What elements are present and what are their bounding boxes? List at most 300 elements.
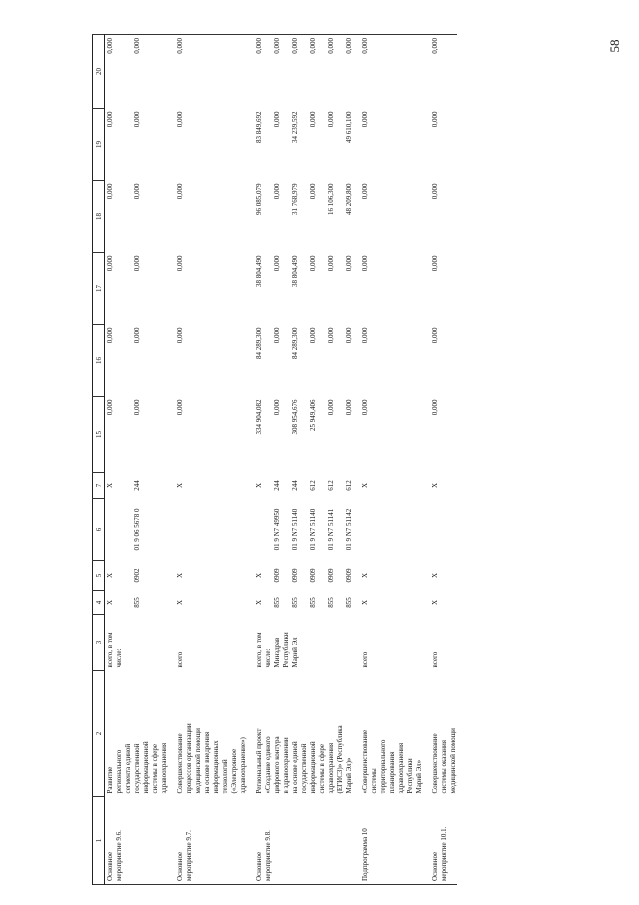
table-cell: 0909 — [327, 568, 335, 583]
table-cell — [439, 35, 448, 109]
table-row — [159, 35, 168, 885]
table-row — [123, 35, 132, 885]
table-body — [105, 35, 458, 885]
table-cell — [150, 253, 159, 325]
table-cell — [211, 109, 220, 181]
table-cell — [114, 499, 123, 561]
table-cell — [238, 797, 247, 885]
table-cell: 334 904,082 — [255, 399, 263, 435]
table-cell — [405, 397, 414, 473]
table-cell — [229, 499, 238, 561]
table-cell: 244 — [133, 480, 141, 491]
table-cell — [168, 671, 175, 797]
table-cell — [299, 35, 308, 109]
table-row — [211, 35, 220, 885]
table-row — [202, 35, 211, 885]
table-cell — [414, 109, 423, 181]
table-cell — [299, 109, 308, 181]
table-cell: 0,000 — [361, 399, 369, 416]
table-cell: 0,000 — [327, 327, 335, 344]
table-cell: Х — [361, 599, 369, 606]
table-cell — [317, 615, 326, 671]
table-row — [150, 35, 159, 885]
table-row — [114, 35, 123, 885]
table-row — [439, 35, 448, 885]
table-cell — [439, 591, 448, 615]
table-cell: 01 9 N7 51142 — [345, 508, 353, 551]
table-cell — [141, 109, 150, 181]
table-cell — [168, 591, 175, 615]
table-cell — [114, 35, 123, 109]
table-cell: Х — [431, 572, 439, 579]
table-cell — [263, 181, 272, 253]
table-cell: числе: — [264, 648, 272, 668]
table-cell — [114, 181, 123, 253]
table-cell: Х — [361, 482, 369, 489]
table-cell: 0,000 — [176, 327, 184, 344]
header-row — [93, 35, 105, 885]
table-cell — [344, 797, 353, 885]
table-cell — [281, 561, 290, 591]
table-cell — [317, 797, 326, 885]
table-cell — [114, 591, 123, 615]
table-cell — [387, 473, 396, 499]
table-cell — [448, 253, 457, 325]
table-cell: 0,000 — [176, 399, 184, 416]
column-header: 16 — [93, 325, 105, 397]
table-cell: 0,000 — [133, 399, 141, 416]
table-cell: 0,000 — [176, 111, 184, 128]
table-cell — [150, 35, 159, 109]
table-cell: 0,000 — [133, 255, 141, 272]
table-cell — [369, 35, 378, 109]
table-cell — [414, 397, 423, 473]
table-cell — [123, 253, 132, 325]
table-cell — [123, 397, 132, 473]
table-cell — [378, 397, 387, 473]
table-cell — [369, 397, 378, 473]
table-cell — [335, 797, 344, 885]
table-cell — [141, 473, 150, 499]
table-cell — [184, 35, 193, 109]
table-cell — [378, 591, 387, 615]
table-cell: Х — [431, 482, 439, 489]
table-cell: 0,000 — [105, 35, 115, 109]
table-cell: Х — [176, 572, 184, 579]
table-cell — [299, 473, 308, 499]
table-cell — [263, 35, 272, 109]
table-cell: 0,000 — [132, 35, 141, 109]
table-cell — [202, 591, 211, 615]
table-cell — [448, 615, 457, 671]
table-cell: 0,000 — [106, 183, 114, 200]
table-cell: Х — [255, 599, 263, 606]
table-cell — [414, 797, 423, 885]
table-cell: 49 610,100 — [345, 111, 353, 143]
table-cell — [123, 181, 132, 253]
table-cell: 0,000 — [309, 327, 317, 344]
table-cell: 0,000 — [431, 255, 439, 272]
table-cell — [423, 181, 430, 253]
table-cell — [184, 561, 193, 591]
column-header: 18 — [93, 181, 105, 253]
table-cell: планирования — [388, 751, 396, 794]
table-cell: 34 239,592 — [291, 111, 299, 143]
table-cell — [281, 397, 290, 473]
table-cell — [448, 499, 457, 561]
column-header: 5 — [93, 561, 105, 591]
table-row — [141, 35, 150, 885]
table-cell — [439, 253, 448, 325]
table-cell: 855 — [273, 597, 281, 608]
table-cell — [405, 325, 414, 397]
table-cell — [229, 253, 238, 325]
table-cell — [220, 499, 229, 561]
table-cell — [439, 499, 448, 561]
table-cell — [229, 561, 238, 591]
table-cell — [220, 591, 229, 615]
table-cell: мероприятие 9.7. — [184, 797, 193, 885]
table-cell: 0,000 — [254, 35, 263, 109]
table-cell — [281, 253, 290, 325]
table-cell — [220, 35, 229, 109]
table-cell — [387, 35, 396, 109]
table-cell: всего, в том — [255, 632, 263, 668]
table-cell — [439, 615, 448, 671]
table-cell — [175, 499, 184, 561]
rotated-table-wrapper — [92, 35, 632, 885]
table-row — [254, 35, 263, 885]
table-cell — [396, 181, 405, 253]
table-cell: 01 9 06 5678 0 — [133, 508, 141, 551]
table-cell — [211, 181, 220, 253]
table-cell: 0,000 — [309, 255, 317, 272]
table-cell — [159, 797, 168, 885]
table-row — [247, 35, 254, 885]
column-header: 20 — [93, 35, 105, 109]
table-cell — [299, 561, 308, 591]
table-cell: 0,000 — [133, 327, 141, 344]
table-cell — [387, 253, 396, 325]
table-cell: 0902 — [133, 568, 141, 583]
table-cell — [281, 109, 290, 181]
table-cell — [247, 615, 254, 671]
table-row — [423, 35, 430, 885]
table-row — [193, 35, 202, 885]
column-header: 3 — [93, 615, 105, 671]
table-cell — [141, 181, 150, 253]
table-cell — [387, 499, 396, 561]
table-cell — [229, 325, 238, 397]
table-cell — [184, 499, 193, 561]
table-cell — [369, 253, 378, 325]
table-cell: («Электронное — [230, 748, 238, 794]
table-cell: Х — [176, 599, 184, 606]
table-cell — [378, 561, 387, 591]
table-cell — [369, 591, 378, 615]
table-cell — [141, 499, 150, 561]
table-cell: 96 085,079 — [255, 183, 263, 215]
table-cell — [335, 499, 344, 561]
table-cell: 855 — [345, 597, 353, 608]
table-cell — [159, 615, 168, 671]
table-cell: мероприятие 9.8. — [263, 797, 272, 885]
table-cell — [193, 397, 202, 473]
table-cell: 84 289,300 — [255, 327, 263, 359]
table-cell — [299, 325, 308, 397]
table-cell — [150, 325, 159, 397]
table-cell: Развитие — [106, 766, 114, 794]
table-cell — [378, 325, 387, 397]
table-cell — [263, 325, 272, 397]
table-cell — [150, 109, 159, 181]
table-cell — [430, 499, 439, 561]
table-cell — [150, 181, 159, 253]
table-cell — [353, 397, 360, 473]
table-cell — [123, 473, 132, 499]
table-cell — [247, 561, 254, 591]
table-cell — [308, 615, 317, 671]
table-cell — [317, 591, 326, 615]
table-row — [353, 35, 360, 885]
table-row — [360, 35, 369, 885]
table-cell — [423, 397, 430, 473]
table-cell — [238, 499, 247, 561]
table-cell — [247, 797, 254, 885]
table-cell — [378, 253, 387, 325]
table-cell: 0,000 — [345, 255, 353, 272]
table-cell — [396, 473, 405, 499]
table-row — [132, 35, 141, 885]
table-cell — [335, 325, 344, 397]
table-cell — [396, 591, 405, 615]
table-cell — [387, 109, 396, 181]
table-row — [184, 35, 193, 885]
table-cell — [378, 181, 387, 253]
table-cell — [317, 397, 326, 473]
table-row — [308, 35, 317, 885]
table-cell — [123, 561, 132, 591]
table-cell — [141, 325, 150, 397]
table-cell: 0,000 — [345, 327, 353, 344]
table-cell — [448, 561, 457, 591]
table-cell: информационной — [142, 741, 150, 794]
table-cell: 0909 — [291, 568, 299, 583]
table-cell: Х — [255, 482, 263, 489]
table-cell — [335, 473, 344, 499]
table-cell — [193, 561, 202, 591]
table-cell: Х — [176, 482, 184, 489]
table-cell — [335, 109, 344, 181]
table-cell — [159, 499, 168, 561]
table-cell — [211, 473, 220, 499]
table-cell: 0,000 — [106, 327, 114, 344]
table-cell: Х — [106, 599, 114, 606]
table-cell: 0,000 — [309, 183, 317, 200]
budget-table — [92, 34, 457, 885]
table-cell: Минздрав — [273, 637, 281, 668]
table-cell — [123, 591, 132, 615]
table-cell: системы — [370, 768, 378, 794]
table-cell: 0,000 — [345, 399, 353, 416]
table-row — [317, 35, 326, 885]
table-cell: всего — [431, 651, 439, 668]
table-cell — [202, 325, 211, 397]
table-cell — [405, 253, 414, 325]
table-cell — [229, 797, 238, 885]
table-cell: 0,000 — [106, 255, 114, 272]
table-cell — [238, 397, 247, 473]
table-cell: технологий — [221, 759, 229, 794]
table-cell — [184, 615, 193, 671]
table-cell — [202, 499, 211, 561]
table-cell — [193, 797, 202, 885]
column-header: 6 — [93, 499, 105, 561]
table-cell — [150, 591, 159, 615]
table-cell — [335, 181, 344, 253]
table-cell: 0,000 — [176, 255, 184, 272]
table-cell: 244 — [291, 480, 299, 491]
table-cell — [229, 35, 238, 109]
table-cell: системы в сфере — [151, 743, 159, 794]
table-cell — [439, 325, 448, 397]
table-cell — [202, 253, 211, 325]
table-cell — [423, 109, 430, 181]
table-cell — [247, 325, 254, 397]
table-cell — [211, 325, 220, 397]
table-cell — [448, 109, 457, 181]
table-cell: Основное — [175, 797, 184, 885]
table-cell — [238, 473, 247, 499]
table-cell: 0909 — [309, 568, 317, 583]
table-cell: 0,000 — [175, 35, 184, 109]
table-cell — [220, 253, 229, 325]
table-cell — [317, 253, 326, 325]
table-cell — [159, 325, 168, 397]
table-cell — [202, 397, 211, 473]
table-cell — [317, 109, 326, 181]
table-cell: Основное — [430, 797, 439, 885]
table-cell — [423, 797, 430, 885]
table-cell — [405, 591, 414, 615]
table-cell — [387, 615, 396, 671]
table-cell — [202, 109, 211, 181]
table-cell — [369, 797, 378, 885]
column-header: 15 — [93, 397, 105, 473]
table-cell: 0,000 — [431, 111, 439, 128]
table-cell — [448, 325, 457, 397]
table-cell — [114, 325, 123, 397]
table-cell: здравоохранения — [160, 742, 168, 794]
table-cell: 0,000 — [290, 35, 299, 109]
table-cell: 0,000 — [272, 35, 281, 109]
table-cell — [281, 797, 290, 885]
table-cell — [141, 397, 150, 473]
table-cell — [114, 561, 123, 591]
table-cell — [317, 325, 326, 397]
table-cell — [168, 615, 175, 671]
table-row — [344, 35, 353, 885]
table-cell — [141, 561, 150, 591]
table-cell — [281, 181, 290, 253]
table-row — [299, 35, 308, 885]
table-row — [326, 35, 335, 885]
table-cell — [353, 181, 360, 253]
table-row — [220, 35, 229, 885]
table-cell — [281, 499, 290, 561]
table-cell: информационных — [212, 740, 220, 794]
table-cell: Совершенствование — [431, 733, 439, 794]
table-row — [448, 35, 457, 885]
table-cell: всего, в том — [106, 632, 114, 668]
table-row — [229, 35, 238, 885]
table-cell — [247, 591, 254, 615]
table-row — [290, 35, 299, 885]
table-cell — [263, 473, 272, 499]
table-cell: 01 9 N7 51140 — [309, 508, 317, 551]
table-cell — [238, 615, 247, 671]
table-row — [396, 35, 405, 885]
table-cell: 0,000 — [309, 111, 317, 128]
table-cell — [150, 499, 159, 561]
table-cell: 16 106,300 — [327, 183, 335, 215]
table-cell — [378, 35, 387, 109]
table-cell — [369, 325, 378, 397]
table-cell — [423, 35, 430, 109]
table-cell — [150, 473, 159, 499]
table-cell — [238, 591, 247, 615]
table-cell — [247, 671, 254, 797]
table-cell — [263, 591, 272, 615]
table-cell: 308 954,676 — [291, 399, 299, 435]
table-cell: 83 849,692 — [255, 111, 263, 143]
table-cell: Марий Эл)» — [345, 757, 353, 794]
table-cell: 0,000 — [273, 183, 281, 200]
table-cell — [405, 561, 414, 591]
column-header: 19 — [93, 109, 105, 181]
table-cell — [184, 397, 193, 473]
table-cell — [184, 181, 193, 253]
table-cell: 0,000 — [360, 35, 369, 109]
table-row — [281, 35, 290, 885]
table-cell — [405, 473, 414, 499]
table-row — [414, 35, 423, 885]
table-cell — [168, 109, 175, 181]
table-cell: 0,000 — [273, 399, 281, 416]
table-cell — [220, 181, 229, 253]
table-cell — [299, 797, 308, 885]
table-cell — [387, 181, 396, 253]
table-cell — [168, 797, 175, 885]
table-cell — [159, 253, 168, 325]
table-cell — [353, 591, 360, 615]
table-cell — [114, 253, 123, 325]
table-cell — [353, 109, 360, 181]
table-cell — [141, 591, 150, 615]
table-cell — [369, 473, 378, 499]
table-cell — [114, 109, 123, 181]
table-cell: мероприятие 9.6. — [114, 797, 123, 885]
table-cell — [423, 499, 430, 561]
table-cell — [114, 397, 123, 473]
table-cell — [369, 181, 378, 253]
table-cell — [405, 499, 414, 561]
table-cell — [396, 109, 405, 181]
table-cell: здравоохранение») — [239, 737, 247, 794]
table-cell — [387, 591, 396, 615]
table-cell — [360, 499, 369, 561]
table-cell — [168, 35, 175, 109]
